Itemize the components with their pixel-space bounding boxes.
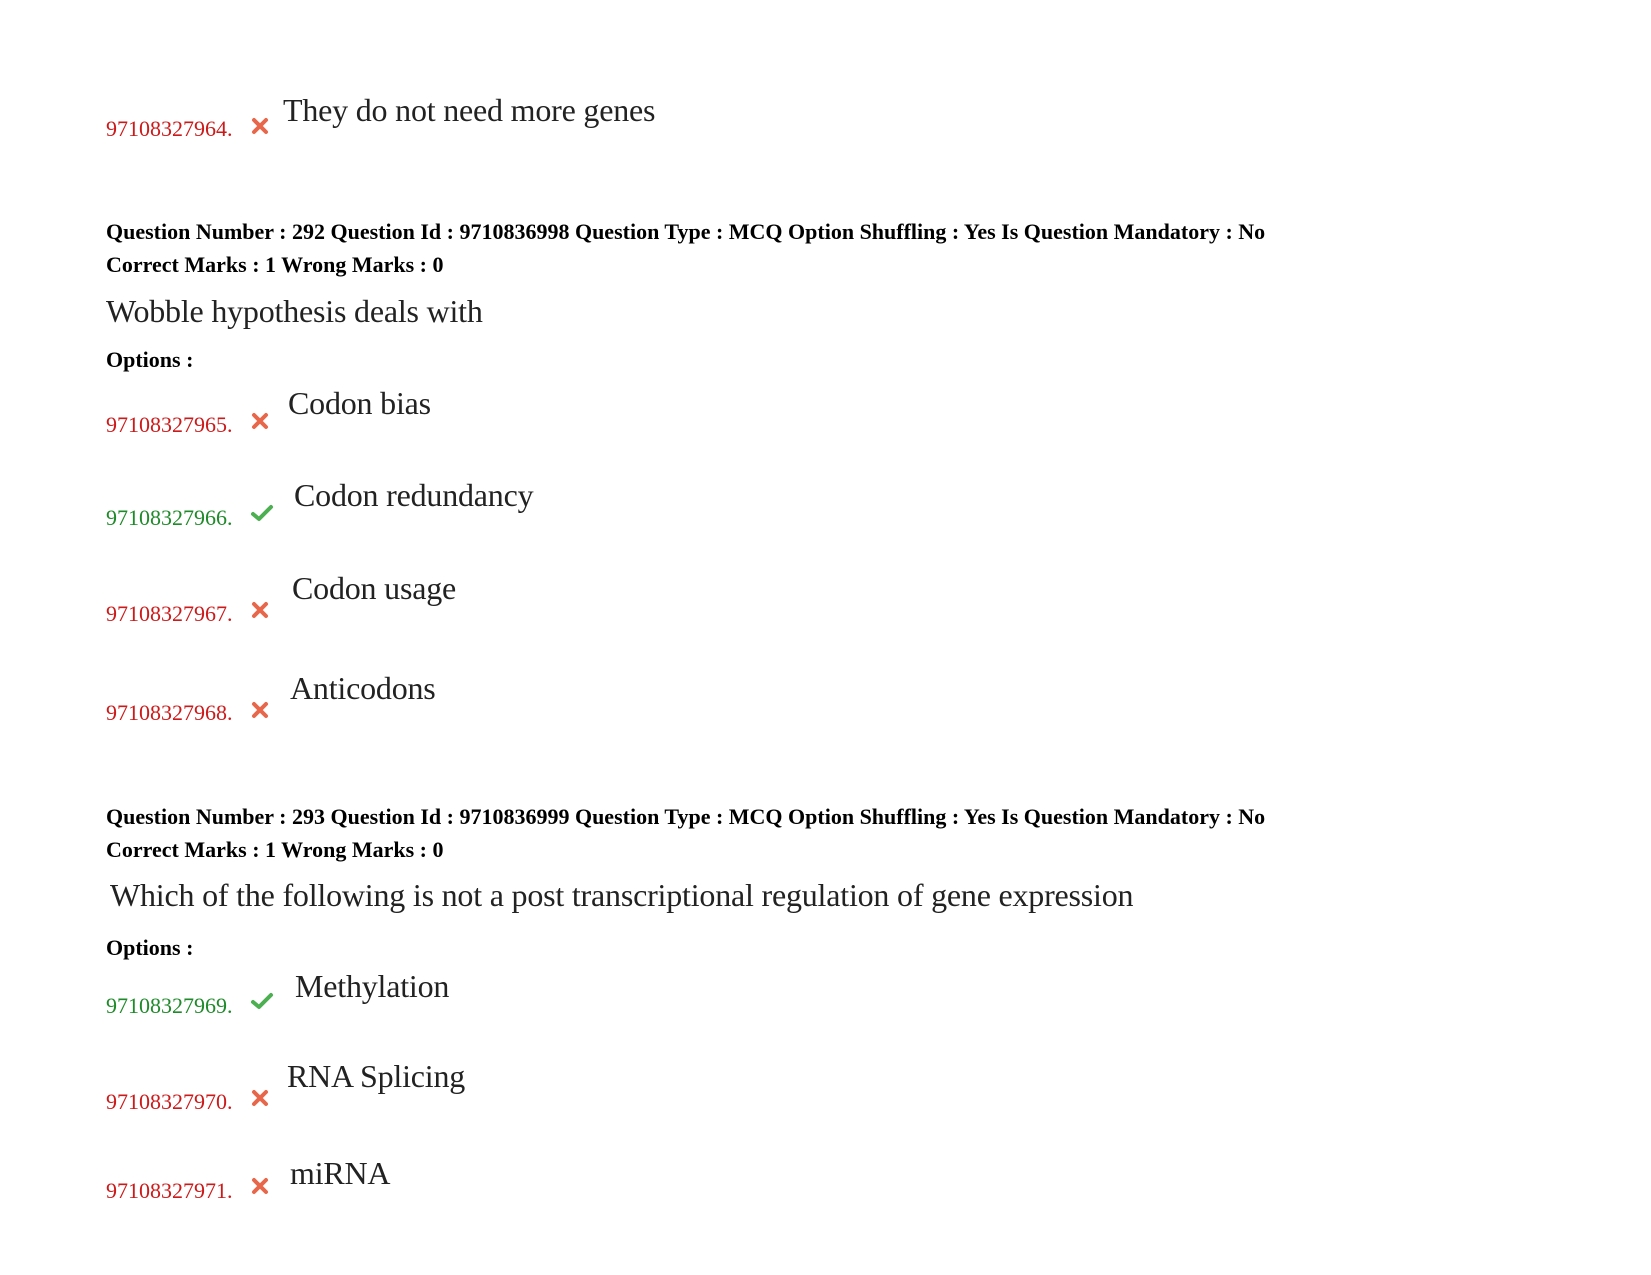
cross-icon <box>251 117 269 135</box>
cross-icon <box>251 601 269 619</box>
cross-icon <box>251 1089 269 1107</box>
question-text: Which of the following is not a post transcriptional regulation of gene expression <box>110 877 1134 913</box>
question-marks: Correct Marks : 1 Wrong Marks : 0 <box>106 252 444 277</box>
option-text: They do not need more genes <box>283 92 656 128</box>
option-id: 97108327971. <box>106 1178 233 1203</box>
option-text: Methylation <box>295 968 450 1004</box>
option-text: Anticodons <box>290 670 436 706</box>
cross-icon <box>251 1177 269 1195</box>
options-heading: Options : <box>106 935 194 960</box>
cross-icon <box>251 701 269 719</box>
option-text: miRNA <box>290 1155 391 1191</box>
option-text: Codon usage <box>292 570 457 606</box>
option-text: RNA Splicing <box>287 1058 466 1094</box>
option-id: 97108327964. <box>106 116 233 141</box>
question-meta: Question Number : 293 Question Id : 9710836999 Question Type : MCQ Option Shuffling : Yes Is Question Mandatory : No <box>106 804 1266 829</box>
option-id: 97108327966. <box>106 505 233 530</box>
option-id: 97108327968. <box>106 700 233 725</box>
options-heading: Options : <box>106 347 194 372</box>
option-id: 97108327965. <box>106 412 233 437</box>
option-id: 97108327967. <box>106 601 233 626</box>
cross-icon <box>251 412 269 430</box>
check-icon <box>250 504 274 522</box>
option-id: 97108327970. <box>106 1089 233 1114</box>
option-id: 97108327969. <box>106 993 233 1018</box>
check-icon <box>250 992 274 1010</box>
question-meta: Question Number : 292 Question Id : 9710836998 Question Type : MCQ Option Shuffling : Yes Is Question Mandatory : No <box>106 219 1266 244</box>
option-text: Codon redundancy <box>294 477 534 513</box>
option-text: Codon bias <box>288 385 431 421</box>
question-marks: Correct Marks : 1 Wrong Marks : 0 <box>106 837 444 862</box>
question-text: Wobble hypothesis deals with <box>106 293 483 329</box>
